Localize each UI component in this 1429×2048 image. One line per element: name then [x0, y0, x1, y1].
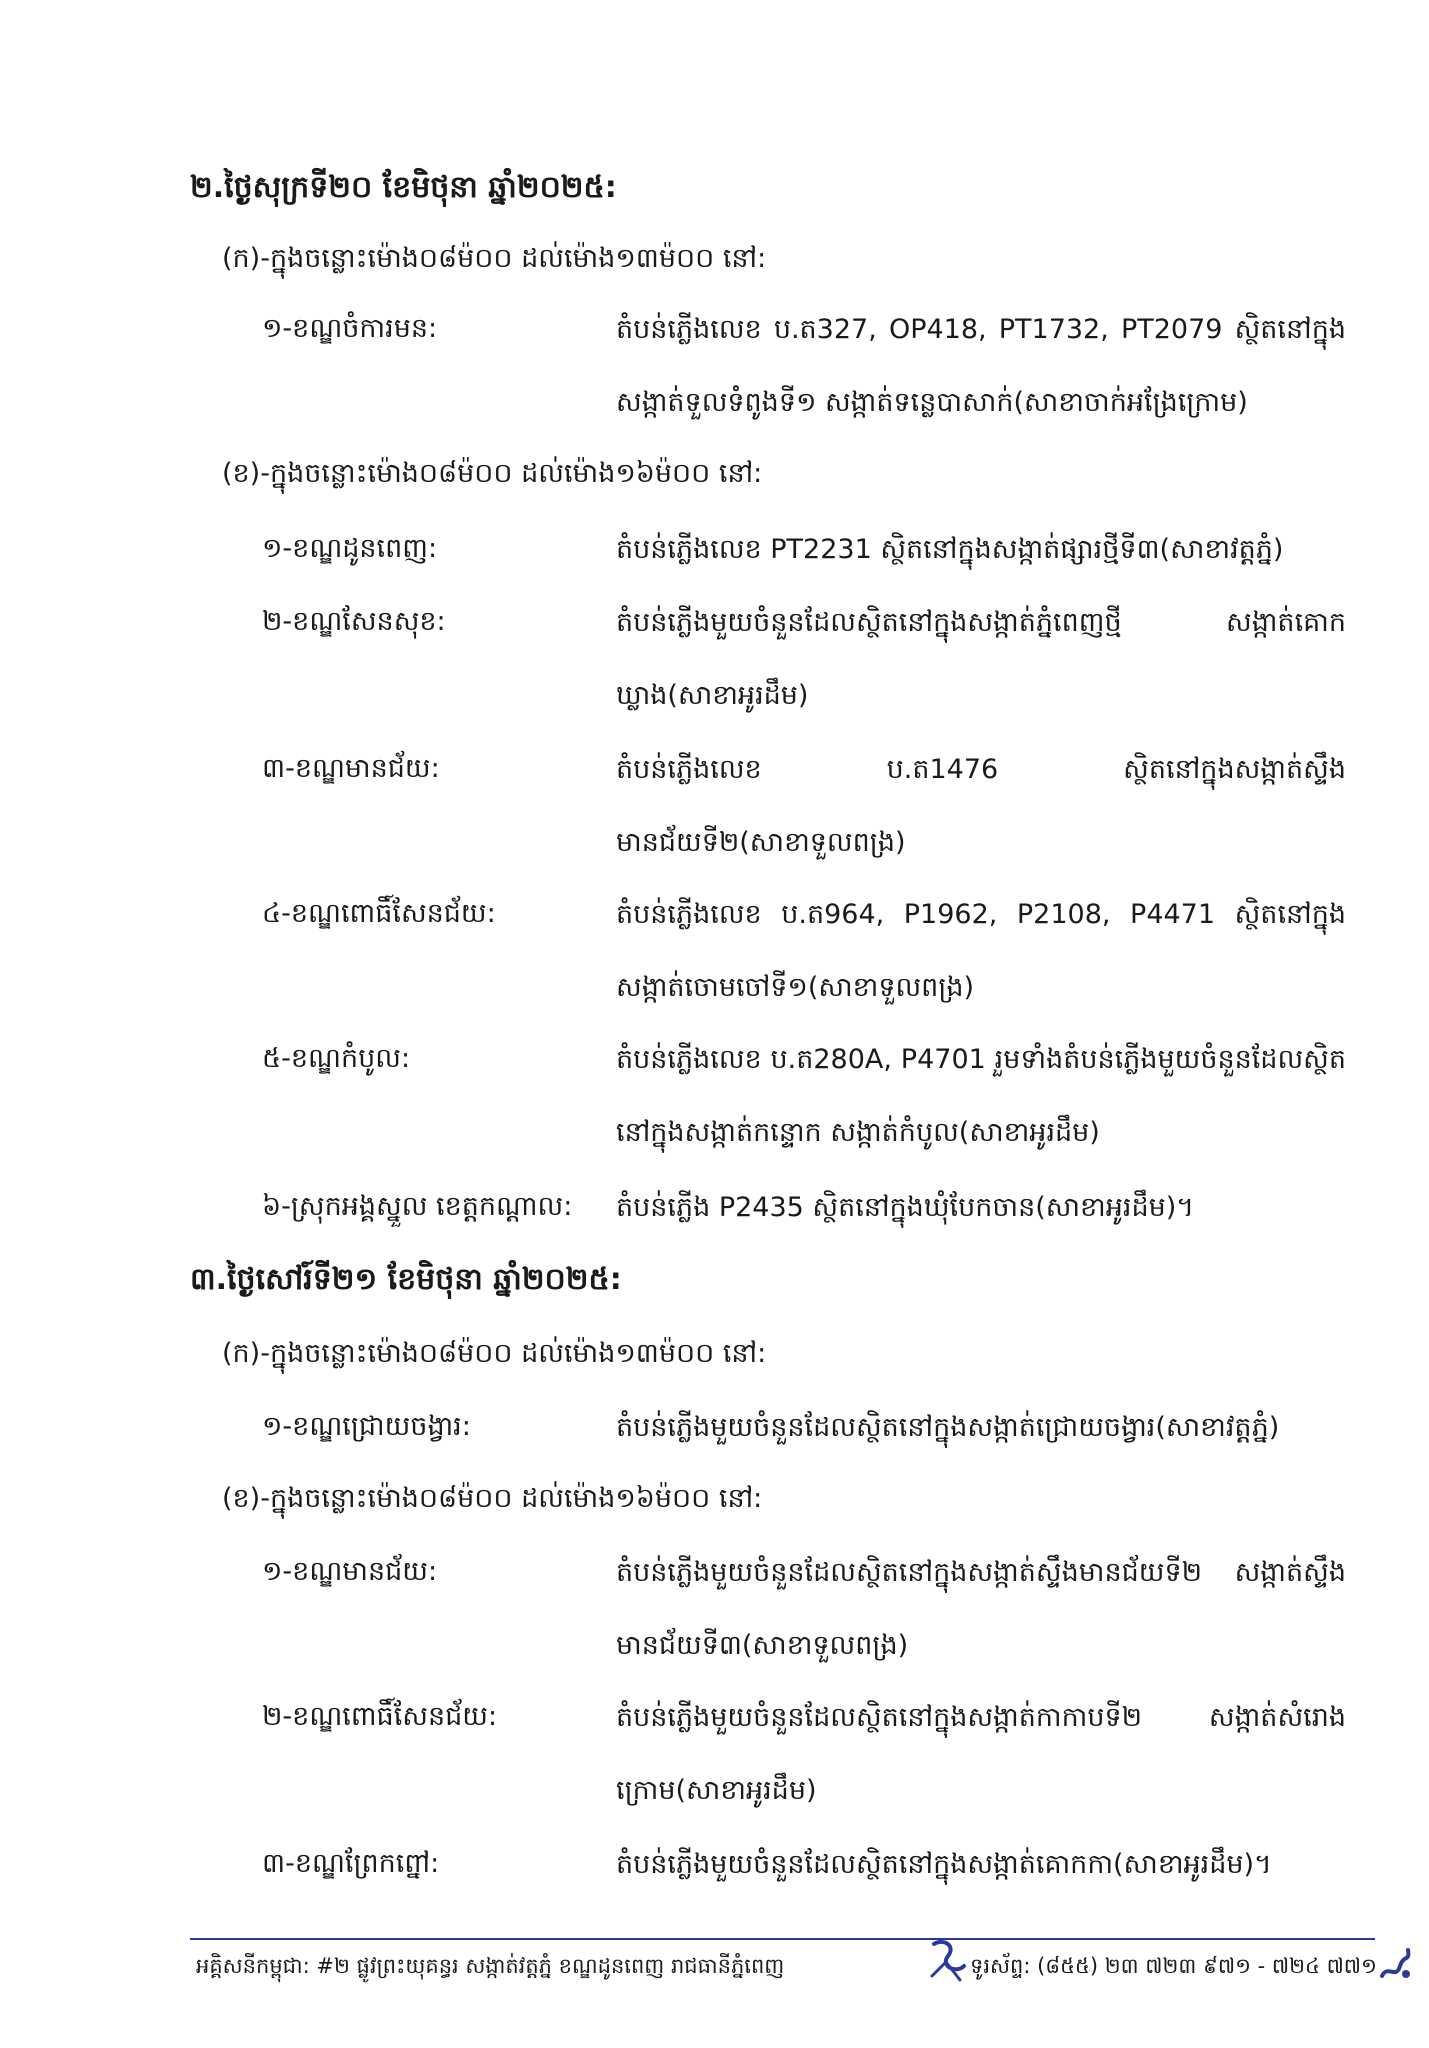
s3b-item-2-desc: តំបន់ភ្លើងមួយចំនួនដែលស្ថិតនៅក្នុងសង្កាត់កាកាបទី២ សង្កាត់សំរោងក្រោម(សាខាអូរដឹម) [616, 1702, 1346, 1806]
s3a-item-1-desc: តំបន់ភ្លើងមួយចំនួនដែលស្ថិតនៅក្នុងសង្កាត់ជ្រោយចង្វារ(សាខាវត្តភ្នំ) [616, 1412, 1280, 1443]
footer-divider [190, 1938, 1375, 1940]
s3b-item-3-label: ៣-ខណ្ឌព្រែកព្នៅ: [262, 1848, 440, 1879]
s2b-item-1-label: ១-ខណ្ឌដូនពេញ: [262, 533, 438, 564]
s2b-item-3-desc: តំបន់ភ្លើងលេខ ប.ត1476 ស្ថិតនៅក្នុងសង្កាត់ស្ទឹងមានជ័យទី២(សាខាទួលពង្រ) [616, 754, 1346, 858]
section-2-group-a-heading: (ក)-ក្នុងចន្លោះម៉ោង០៨ម៉០០ ដល់ម៉ោង១៣ម៉០០ នៅ: [222, 243, 767, 274]
s3b-item-1-label: ១-ខណ្ឌមានជ័យ: [262, 1556, 438, 1587]
s3b-item-2-label: ២-ខណ្ឌពោធិ៍សែនជ័យ: [262, 1701, 498, 1732]
page-corner-mark-icon [1378, 1944, 1414, 1984]
s2a-item-1-label: ១-ខណ្ឌចំការមន: [262, 313, 438, 344]
s2b-item-3-label: ៣-ខណ្ឌមានជ័យ: [262, 753, 440, 784]
s2b-item-2-label: ២-ខណ្ឌសែនសុខ: [262, 606, 446, 637]
s2b-item-1-desc: តំបន់ភ្លើងលេខ PT2231 ស្ថិតនៅក្នុងសង្កាត់ផ្សារថ្មីទី៣(សាខាវត្តភ្នំ) [616, 534, 1284, 565]
s3a-item-1-label: ១-ខណ្ឌជ្រោយចង្វារ: [262, 1411, 471, 1442]
s2b-item-6-label: ៦-ស្រុកអង្គស្នួល ខេត្តកណ្ដាល: [262, 1191, 573, 1222]
phone-logo-icon [926, 1936, 970, 1986]
s2b-item-4-label: ៤-ខណ្ឌពោធិ៍សែនជ័យ: [262, 898, 496, 929]
s2b-item-5-desc: តំបន់ភ្លើងលេខ ប.ត280A, P4701 រួមទាំងតំបន់ភ្លើងមួយចំនួនដែលស្ថិតនៅក្នុងសង្កាត់កន្ទោក សង្កាត់កំបូល(សាខាអូរដឹម) [616, 1044, 1346, 1148]
s2b-item-6-desc: តំបន់ភ្លើង P2435 ស្ថិតនៅក្នុងឃុំបែកចាន(សាខាអូរដឹម)។ [616, 1192, 1195, 1223]
s2b-item-2-desc: តំបន់ភ្លើងមួយចំនួនដែលស្ថិតនៅក្នុងសង្កាត់ភ្នំពេញថ្មី សង្កាត់គោកឃ្លាង(សាខាអូរដឹម) [616, 607, 1346, 711]
s2b-item-5-label: ៥-ខណ្ឌកំបូល: [262, 1043, 411, 1074]
footer-address: អគ្គិសនីកម្ពុជា: #២ ផ្លូវព្រះយុគន្ធរ សង្កាត់វត្តភ្នំ ខណ្ឌដូនពេញ រាជធានីភ្នំពេញ [196, 1954, 785, 1978]
section-2-title: ២.ថ្ងៃសុក្រទី២០ ខែមិថុនា ឆ្នាំ២០២៥: [190, 170, 617, 205]
s3b-item-1-desc: តំបន់ភ្លើងមួយចំនួនដែលស្ថិតនៅក្នុងសង្កាត់ស្ទឹងមានជ័យទី២ សង្កាត់ស្ទឹងមានជ័យទី៣(សាខាទួលពង្រ) [616, 1557, 1346, 1661]
s3b-item-3-desc: តំបន់ភ្លើងមួយចំនួនដែលស្ថិតនៅក្នុងសង្កាត់គោកកា(សាខាអូរដឹម)។ [616, 1849, 1272, 1880]
section-3-group-b-heading: (ខ)-ក្នុងចន្លោះម៉ោង០៨ម៉០០ ដល់ម៉ោង១៦ម៉០០ នៅ: [222, 1483, 763, 1514]
s2a-item-1-desc: តំបន់ភ្លើងលេខ ប.ត327, OP418, PT1732, PT2079 ស្ថិតនៅក្នុងសង្កាត់ទួលទំពូងទី១ សង្កាត់ទន្លេបាសាក់(សាខាចាក់អង្រែក្រោម) [616, 314, 1346, 418]
section-3-title: ៣.ថ្ងៃសៅរ៍ទី២១ ខែមិថុនា ឆ្នាំ២០២៥: [190, 1262, 622, 1297]
footer-phone: ទូរស័ព្ទ: (៨៥៥) ២៣ ៧២៣ ៩៧១ - ៧២៤ ៧៧១ [970, 1954, 1377, 1978]
section-2-group-b-heading: (ខ)-ក្នុងចន្លោះម៉ោង០៨ម៉០០ ដល់ម៉ោង១៦ម៉០០ នៅ: [222, 458, 763, 489]
s2b-item-4-desc: តំបន់ភ្លើងលេខ ប.ត964, P1962, P2108, P4471 ស្ថិតនៅក្នុងសង្កាត់ចោមចៅទី១(សាខាទួលពង្រ) [616, 899, 1346, 1003]
section-3-group-a-heading: (ក)-ក្នុងចន្លោះម៉ោង០៨ម៉០០ ដល់ម៉ោង១៣ម៉០០ នៅ: [222, 1338, 767, 1369]
